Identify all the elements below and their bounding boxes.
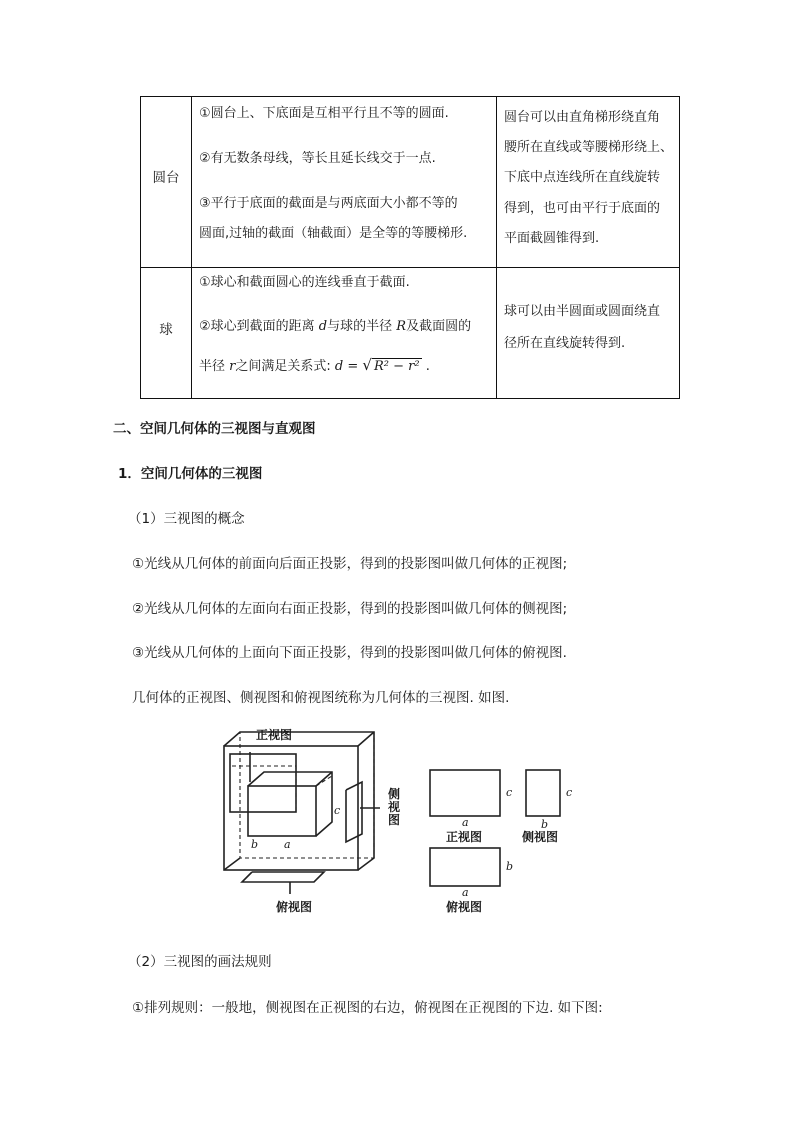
- sphere-property-2-part-3: 及截面圆的: [406, 319, 472, 334]
- sphere-property-2-part-5: 之间满足关系式:: [235, 359, 331, 374]
- frustum-property-3-cont: 圆面,过轴的截面（轴截面）是全等的等腰梯形.: [199, 226, 468, 241]
- var-R: R: [396, 319, 407, 334]
- inner-box-front: [248, 786, 316, 836]
- dim-b-top: b: [506, 860, 514, 873]
- table-border-top: [140, 96, 680, 97]
- rules-heading: （2）三视图的画法规则: [128, 954, 272, 970]
- section-title: 二、空间几何体的三视图与直观图: [113, 421, 316, 437]
- top-view-rect: [430, 848, 500, 886]
- concept-item-2: ②光线从几何体的左面向右面正投影，得到的投影图叫做几何体的侧视图;: [132, 601, 568, 617]
- sqrt-sign-icon: √: [362, 356, 372, 374]
- formula-tail: .: [425, 359, 430, 374]
- sphere-property-2-part-4: 半径: [199, 359, 226, 374]
- var-r: r: [229, 359, 236, 374]
- top-projection-frame: [242, 872, 324, 882]
- three-view-diagram: [220, 724, 590, 920]
- table-col-divider-1: [191, 96, 192, 399]
- dim-b-side: b: [541, 818, 549, 831]
- frustum-formation-line-3: 下底中点连线所在直线旋转: [504, 170, 661, 185]
- outer-box-back-edges: [224, 732, 374, 870]
- sphere-property-2-part-1: ②球心到截面的距离: [199, 319, 315, 334]
- frustum-property-3: ③平行于底面的截面是与两底面大小都不等的: [199, 196, 458, 211]
- table-border-left: [140, 96, 141, 399]
- var-d: d: [318, 319, 328, 334]
- dim-b-3d: b: [251, 838, 259, 851]
- table-border-right: [679, 96, 680, 399]
- table-row-divider: [140, 267, 680, 268]
- formula-radicand: R² − r²: [373, 359, 420, 374]
- dim-c-side: c: [566, 786, 573, 799]
- dim-a-top: a: [462, 886, 469, 899]
- side-label-char-2: 视: [388, 800, 401, 814]
- side-view-rect: [526, 770, 560, 816]
- side-view-caption: 侧视图: [522, 830, 559, 844]
- sphere-property-2-part-2: 与球的半径: [327, 319, 393, 334]
- three-view-figure: [220, 724, 590, 920]
- inner-box-top-side: [248, 772, 332, 836]
- top-view-caption: 俯视图: [446, 900, 483, 914]
- frustum-formation-line-4: 得到，也可由平行于底面的: [504, 201, 661, 216]
- side-projection-frame: [346, 782, 362, 842]
- row-label-sphere: 球: [159, 322, 173, 338]
- side-label-char-1: 侧: [388, 787, 401, 801]
- formula-lhs: d =: [334, 359, 359, 374]
- concept-summary: 几何体的正视图、侧视图和俯视图统称为几何体的三视图. 如图.: [132, 690, 510, 706]
- top-view-label: 俯视图: [276, 900, 313, 914]
- subsection-title: 1．空间几何体的三视图: [118, 466, 263, 482]
- dim-c-front: c: [506, 786, 513, 799]
- table-border-bottom: [140, 398, 680, 399]
- concept-item-3: ③光线从几何体的上面向下面正投影，得到的投影图叫做几何体的俯视图.: [132, 645, 567, 661]
- side-label-char-3: 图: [388, 813, 401, 827]
- sphere-property-2: [199, 320, 471, 333]
- frustum-formation-line-1: 圆台可以由直角梯形绕直角: [504, 110, 661, 125]
- sphere-property-2-cont: [199, 358, 430, 373]
- sphere-formation-line-1: 球可以由半圆面或圆面绕直: [504, 304, 661, 319]
- solids-property-table: [140, 96, 680, 399]
- front-view-caption: 正视图: [446, 830, 483, 844]
- front-view-label: 正视图: [256, 728, 293, 742]
- concept-heading: （1）三视图的概念: [128, 511, 245, 527]
- row-label-frustum: 圆台: [152, 170, 180, 186]
- rules-item-1: ①排列规则：一般地，侧视图在正视图的右边，俯视图在正视图的下边. 如下图:: [132, 1000, 603, 1016]
- frustum-formation-line-2: 腰所在直线或等腰梯形绕上、: [504, 140, 674, 155]
- dim-a-front: a: [462, 816, 469, 829]
- dim-c-3d: c: [334, 804, 341, 817]
- side-view-label: [388, 788, 402, 827]
- frustum-property-1: ①圆台上、下底面是互相平行且不等的圆面.: [199, 106, 449, 121]
- table-col-divider-2: [496, 96, 497, 399]
- front-view-rect: [430, 770, 500, 816]
- concept-item-1: ①光线从几何体的前面向后面正投影，得到的投影图叫做几何体的正视图;: [132, 556, 568, 572]
- frustum-formation-line-5: 平面截圆锥得到.: [504, 231, 600, 246]
- sphere-formation-line-2: 径所在直线旋转得到.: [504, 336, 626, 351]
- sphere-property-1: ①球心和截面圆心的连线垂直于截面.: [199, 275, 410, 290]
- dim-a-3d: a: [284, 838, 291, 851]
- frustum-property-2: ②有无数条母线，等长且延长线交于一点.: [199, 151, 436, 166]
